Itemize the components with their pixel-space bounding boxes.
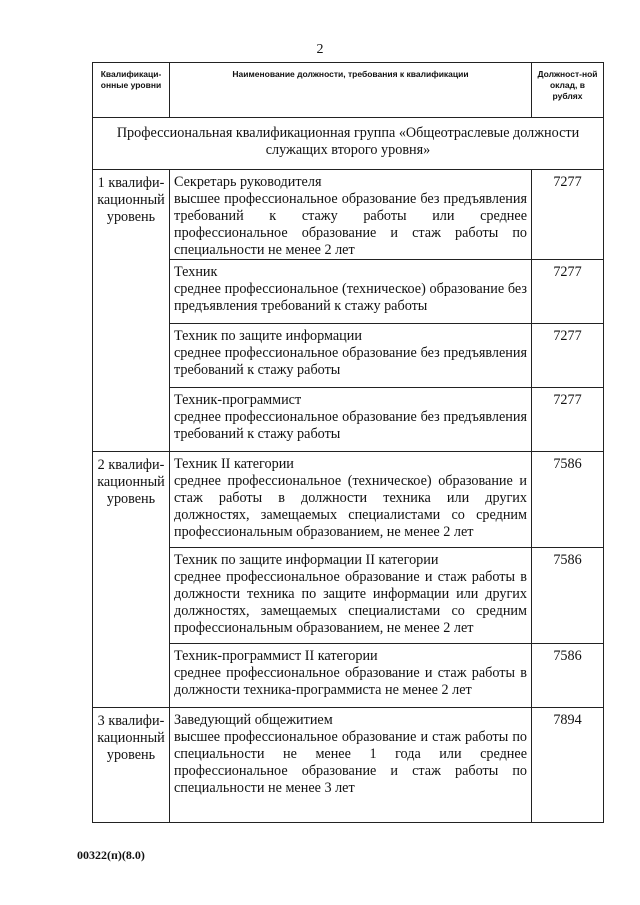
position-cell: [170, 324, 532, 388]
table-header-row: [93, 63, 604, 118]
position-requirement: среднее профессиональное образование и стаж работы в должности техника по защите информации или других должностях, замещаемых специалистами со средним профессиональным образованием, не менее 2 лет: [174, 569, 527, 636]
table-row: [93, 548, 604, 644]
table-row: [93, 324, 604, 388]
position-title: Заведующий общежитием: [174, 712, 333, 728]
position-title: Техник II категории: [174, 456, 294, 472]
position-title: Техник: [174, 264, 218, 280]
salary-value: 7586: [532, 548, 604, 644]
position-cell: [170, 260, 532, 324]
position-requirement: высшее профессиональное образование без предъявления требований к стажу работы или среднее профессиональное образование и стаж работы по специальности не менее 2 лет: [174, 191, 527, 258]
header-positions: Наименование должности, требования к квалификации: [170, 63, 532, 118]
position-requirement: среднее профессиональное образование без предъявления требований к стажу работы: [174, 345, 527, 378]
position-title: Секретарь руководителя: [174, 174, 322, 190]
table-row: [93, 388, 604, 452]
position-title: Техник-программист: [174, 392, 302, 408]
header-salary: Должност-ной оклад, в рублях: [532, 63, 604, 118]
salary-value: 7586: [532, 452, 604, 548]
document-code: 00322(п)(8.0): [77, 848, 145, 862]
table-row: [93, 260, 604, 324]
position-cell: [170, 170, 532, 260]
salary-value: 7894: [532, 708, 604, 823]
position-cell: [170, 548, 532, 644]
position-cell: [170, 388, 532, 452]
position-cell: [170, 644, 532, 708]
position-title: Техник-программист II категории: [174, 648, 378, 664]
table-row: [93, 708, 604, 823]
position-requirement: высшее профессиональное образование и стаж работы по специальности не менее 1 года или среднее профессиональное образование и стаж работы по специальности не менее 3 лет: [174, 729, 527, 796]
salary-value: 7277: [532, 170, 604, 260]
position-requirement: среднее профессиональное образование и стаж работы в должности техника-программиста не менее 2 лет: [174, 665, 527, 698]
table-row: [93, 452, 604, 548]
position-requirement: среднее профессиональное (техническое) образование без предъявления требований к стажу работы: [174, 281, 527, 314]
position-cell: [170, 452, 532, 548]
salary-value: 7277: [532, 260, 604, 324]
page-number: 2: [316, 42, 324, 57]
group-row: [93, 118, 604, 170]
position-cell: [170, 708, 532, 823]
position-requirement: среднее профессиональное образование без предъявления требований к стажу работы: [174, 409, 527, 442]
salary-value: 7277: [532, 324, 604, 388]
position-title: Техник по защите информации II категории: [174, 552, 439, 568]
position-title: Техник по защите информации: [174, 328, 362, 344]
level-3-label: 3 квалифи-кационный уровень: [93, 708, 170, 823]
table-row: [93, 644, 604, 708]
header-levels: Квалификаци-онные уровни: [93, 63, 170, 118]
qualification-table: [92, 62, 604, 823]
position-requirement: среднее профессиональное (техническое) образование и стаж работы в должности техника или других должностях, замещаемых специалистами со средним профессиональным образованием, не менее 2 лет: [174, 473, 527, 540]
table-row: [93, 170, 604, 260]
salary-value: 7586: [532, 644, 604, 708]
group-title: Профессиональная квалификационная группа «Общеотраслевые должности служащих второго уровня»: [93, 118, 604, 170]
level-2-label: 2 квалифи-кационный уровень: [93, 452, 170, 708]
level-1-label: 1 квалифи-кационный уровень: [93, 170, 170, 452]
salary-value: 7277: [532, 388, 604, 452]
